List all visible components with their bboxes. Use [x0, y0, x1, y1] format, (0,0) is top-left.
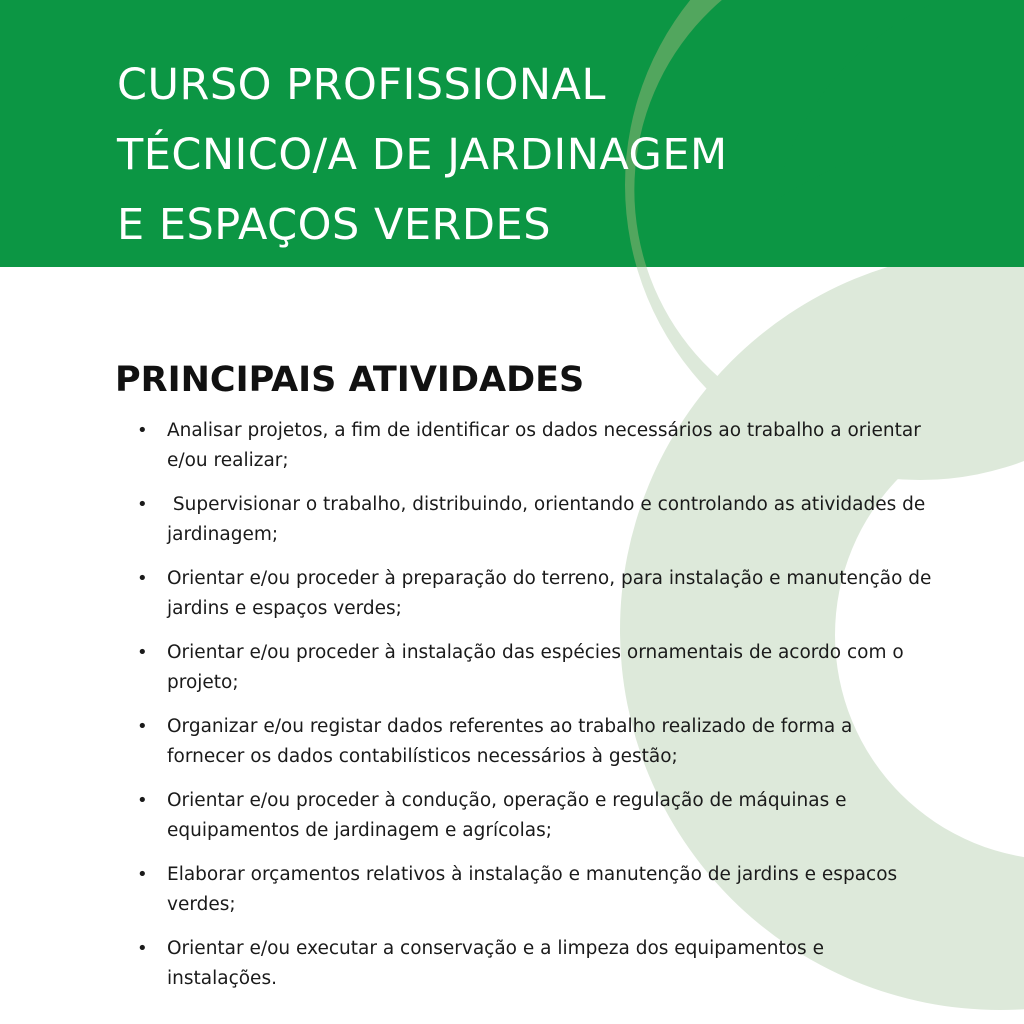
- list-item-text: Analisar projetos, a fim de identificar os dados necessários ao trabalho a orientar e/ou realizar;: [167, 420, 927, 471]
- title-line-3: E ESPAÇOS VERDES: [117, 200, 552, 250]
- bullet-icon: •: [137, 420, 148, 441]
- list-item-text: Orientar e/ou executar a conservação e a limpeza dos equipamentos e instalações.: [167, 938, 830, 989]
- title-line-1: CURSO PROFISSIONAL: [117, 60, 606, 110]
- activities-list: [135, 416, 938, 1008]
- bullet-icon: •: [137, 494, 148, 515]
- list-item: [135, 416, 935, 476]
- list-item-text: Supervisionar o trabalho, distribuindo, orientando e controlando as atividades de jardinagem;: [167, 494, 932, 545]
- list-item-text: Orientar e/ou proceder à instalação das espécies ornamentais de acordo com o projeto;: [167, 642, 910, 693]
- list-item-text: Elaborar orçamentos relativos à instalação e manutenção de jardins e espacos verdes;: [167, 864, 904, 915]
- list-item: [135, 934, 935, 994]
- bullet-icon: •: [137, 716, 148, 737]
- section-heading: PRINCIPAIS ATIVIDADES: [115, 360, 585, 400]
- list-item: [135, 860, 935, 920]
- bullet-icon: •: [137, 642, 148, 663]
- list-item: [135, 564, 938, 624]
- list-item-text: Orientar e/ou proceder à condução, operação e regulação de máquinas e equipamentos de jardinagem e agrícolas;: [167, 790, 853, 841]
- bullet-icon: •: [137, 938, 148, 959]
- list-item-text: Orientar e/ou proceder à preparação do terreno, para instalação e manutenção de jardins e espaços verdes;: [167, 568, 938, 619]
- title-line-2: TÉCNICO/A DE JARDINAGEM: [117, 130, 728, 180]
- bullet-icon: •: [137, 568, 148, 589]
- page-title: [117, 50, 817, 260]
- bullet-icon: •: [137, 864, 148, 885]
- list-item-text: Organizar e/ou registar dados referentes ao trabalho realizado de forma a fornecer os dados contabilísticos necessários à gestão;: [167, 716, 859, 767]
- bullet-icon: •: [137, 790, 148, 811]
- list-item: [135, 490, 935, 550]
- list-item: [135, 638, 935, 698]
- list-item: [135, 786, 935, 846]
- list-item: [135, 712, 935, 772]
